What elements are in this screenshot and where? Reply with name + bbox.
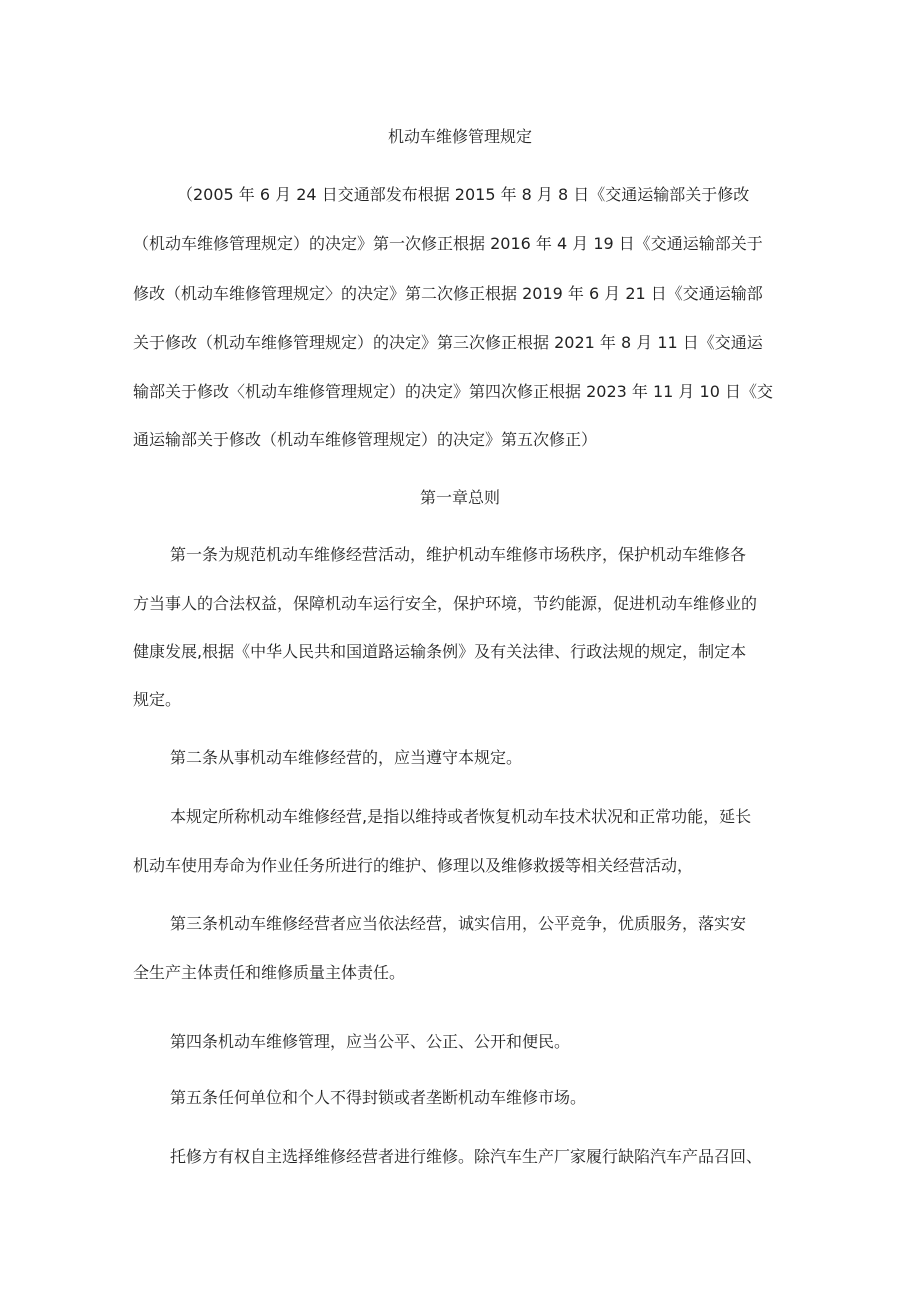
history-line-1: （2005 年 6 月 24 日交通部发布根据 2015 年 8 月 8 日《交通运输部关于修改 — [177, 185, 750, 204]
article5-owner-rights: 托修方有权自主选择维修经营者进行维修。除汽车生产厂家履行缺陷汽车产品召回、 — [170, 1147, 763, 1166]
article1-line-2: 方当事人的合法权益，保障机动车运行安全，保护环境，节约能源，促进机动车维修业的 — [133, 594, 758, 613]
history-line-4: 关于修改（机动车维修管理规定）的决定》第三次修正根据 2021 年 8 月 11 日《交通运 — [133, 333, 763, 352]
article1-line-4: 规定。 — [133, 690, 182, 709]
article2-definition-line-1: 本规定所称机动车维修经营,是指以维持或者恢复机动车技术状况和正常功能，延长 — [170, 807, 752, 826]
article2-definition-line-2: 机动车使用寿命为作业任务所进行的维护、修理以及维修救援等相关经营活动， — [133, 856, 694, 875]
chapter-heading: 第一章总则 — [419, 488, 500, 507]
article5: 第五条任何单位和个人不得封锁或者垄断机动车维修市场。 — [170, 1088, 587, 1107]
history-line-5: 输部关于修改〈机动车维修管理规定）的决定》第四次修正根据 2023 年 11 月 10 日《交 — [133, 382, 773, 401]
article1-line-3: 健康发展,根据《中华人民共和国道路运输条例》及有关法律、行政法规的规定，制定本 — [133, 642, 747, 661]
history-line-6: 通运输部关于修改（机动车维修管理规定）的决定》第五次修正） — [133, 430, 598, 449]
document-title: 机动车维修管理规定 — [387, 127, 532, 146]
history-line-2: （机动车维修管理规定）的决定》第一次修正根据 2016 年 4 月 19 日《交通运输部关于 — [133, 234, 763, 253]
article2: 第二条从事机动车维修经营的，应当遵守本规定。 — [170, 748, 523, 767]
article3-line-1: 第三条机动车维修经营者应当依法经营，诚实信用，公平竞争，优质服务，落实安 — [170, 914, 747, 933]
history-line-3: 修改（机动车维修管理规定〉的决定》第二次修正根据 2019 年 6 月 21 日《交通运输部 — [133, 284, 763, 303]
article4: 第四条机动车维修管理，应当公平、公正、公开和便民。 — [170, 1032, 571, 1051]
article3-line-2: 全生产主体责任和维修质量主体责任。 — [133, 963, 406, 982]
article1-line-1: 第一条为规范机动车维修经营活动，维护机动车维修市场秩序，保护机动车维修各 — [170, 545, 747, 564]
